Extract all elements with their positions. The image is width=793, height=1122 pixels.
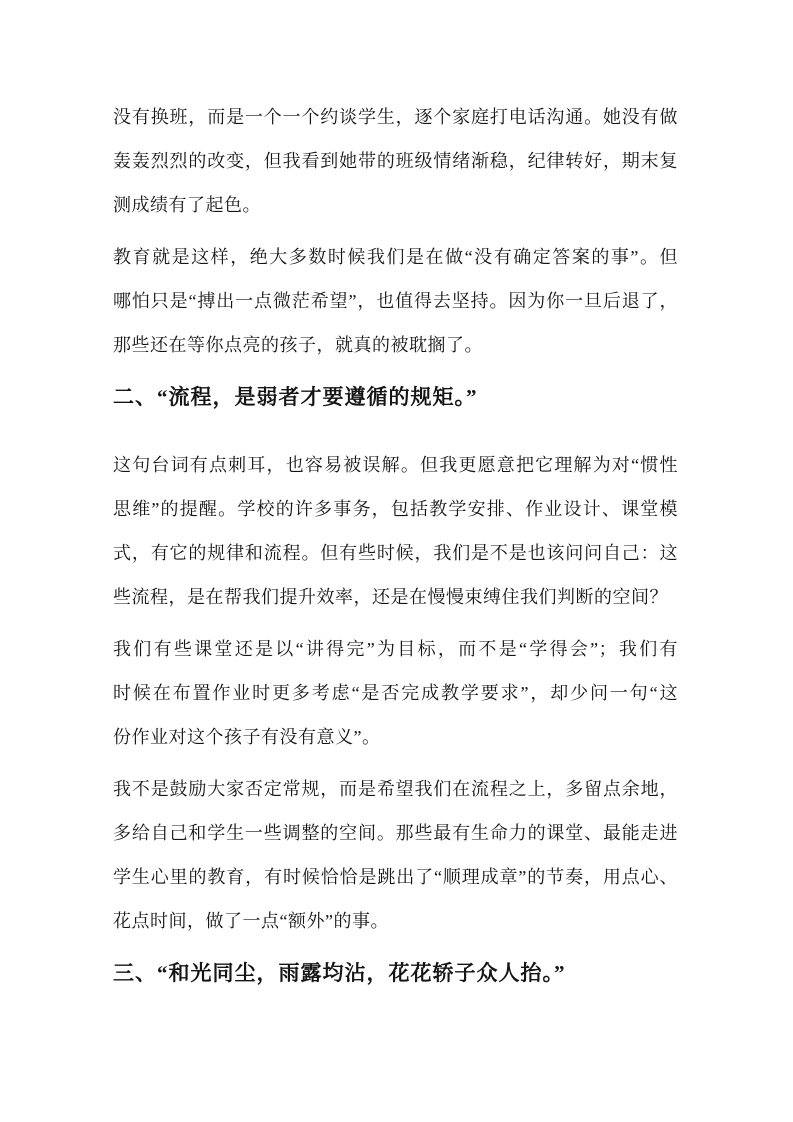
paragraph bbox=[113, 627, 678, 759]
paragraph bbox=[113, 95, 678, 227]
text-line: 时候在布置作业时更多考虑“是否完成教学要求”，却少问一句“这 bbox=[113, 683, 678, 703]
text-line: 多给自己和学生一些调整的空间。那些最有生命力的课堂、最能走进 bbox=[113, 823, 678, 843]
text-line: 轰轰烈烈的改变，但我看到她带的班级情绪渐稳，纪律转好，期末复 bbox=[113, 151, 678, 171]
text-line: 我不是鼓励大家否定常规，而是希望我们在流程之上，多留点余地， bbox=[113, 779, 678, 799]
paragraph bbox=[113, 235, 678, 367]
text-line: 思维”的提醒。学校的许多事务，包括教学安排、作业设计、课堂模 bbox=[113, 499, 678, 519]
document-content bbox=[113, 95, 678, 1019]
text-line: 式，有它的规律和流程。但有些时候，我们是不是也该问问自己：这 bbox=[113, 543, 678, 563]
text-line: 我们有些课堂还是以“讲得完”为目标，而不是“学得会”；我们有 bbox=[113, 639, 678, 659]
text-line: 测成绩有了起色。 bbox=[113, 195, 261, 215]
text-line: 那些还在等你点亮的孩子，就真的被耽搁了。 bbox=[113, 335, 483, 355]
paragraph bbox=[113, 767, 678, 943]
text-line: 哪怕只是“搏出一点微茫希望”，也值得去坚持。因为你一旦后退了， bbox=[113, 291, 678, 311]
text-line: 没有换班，而是一个一个约谈学生，逐个家庭打电话沟通。她没有做 bbox=[113, 107, 678, 127]
text-line: 花点时间，做了一点“额外”的事。 bbox=[113, 911, 389, 931]
text-line: 学生心里的教育，有时候恰恰是跳出了“顺理成章”的节奏，用点心、 bbox=[113, 867, 678, 887]
paragraph bbox=[113, 443, 678, 619]
text-line: 这句台词有点刺耳，也容易被误解。但我更愿意把它理解为对“惯性 bbox=[113, 455, 678, 475]
text-line: 教育就是这样，绝大多数时候我们是在做“没有确定答案的事”。但 bbox=[113, 247, 678, 267]
text-line: 些流程，是在帮我们提升效率，还是在慢慢束缚住我们判断的空间？ bbox=[113, 587, 668, 607]
text-line: 份作业对这个孩子有没有意义”。 bbox=[113, 727, 381, 747]
section-heading: 三、“和光同尘，雨露均沾，花花轿子众人抬。” bbox=[113, 961, 566, 985]
section-heading: 二、“流程，是弱者才要遵循的规矩。” bbox=[113, 385, 478, 409]
